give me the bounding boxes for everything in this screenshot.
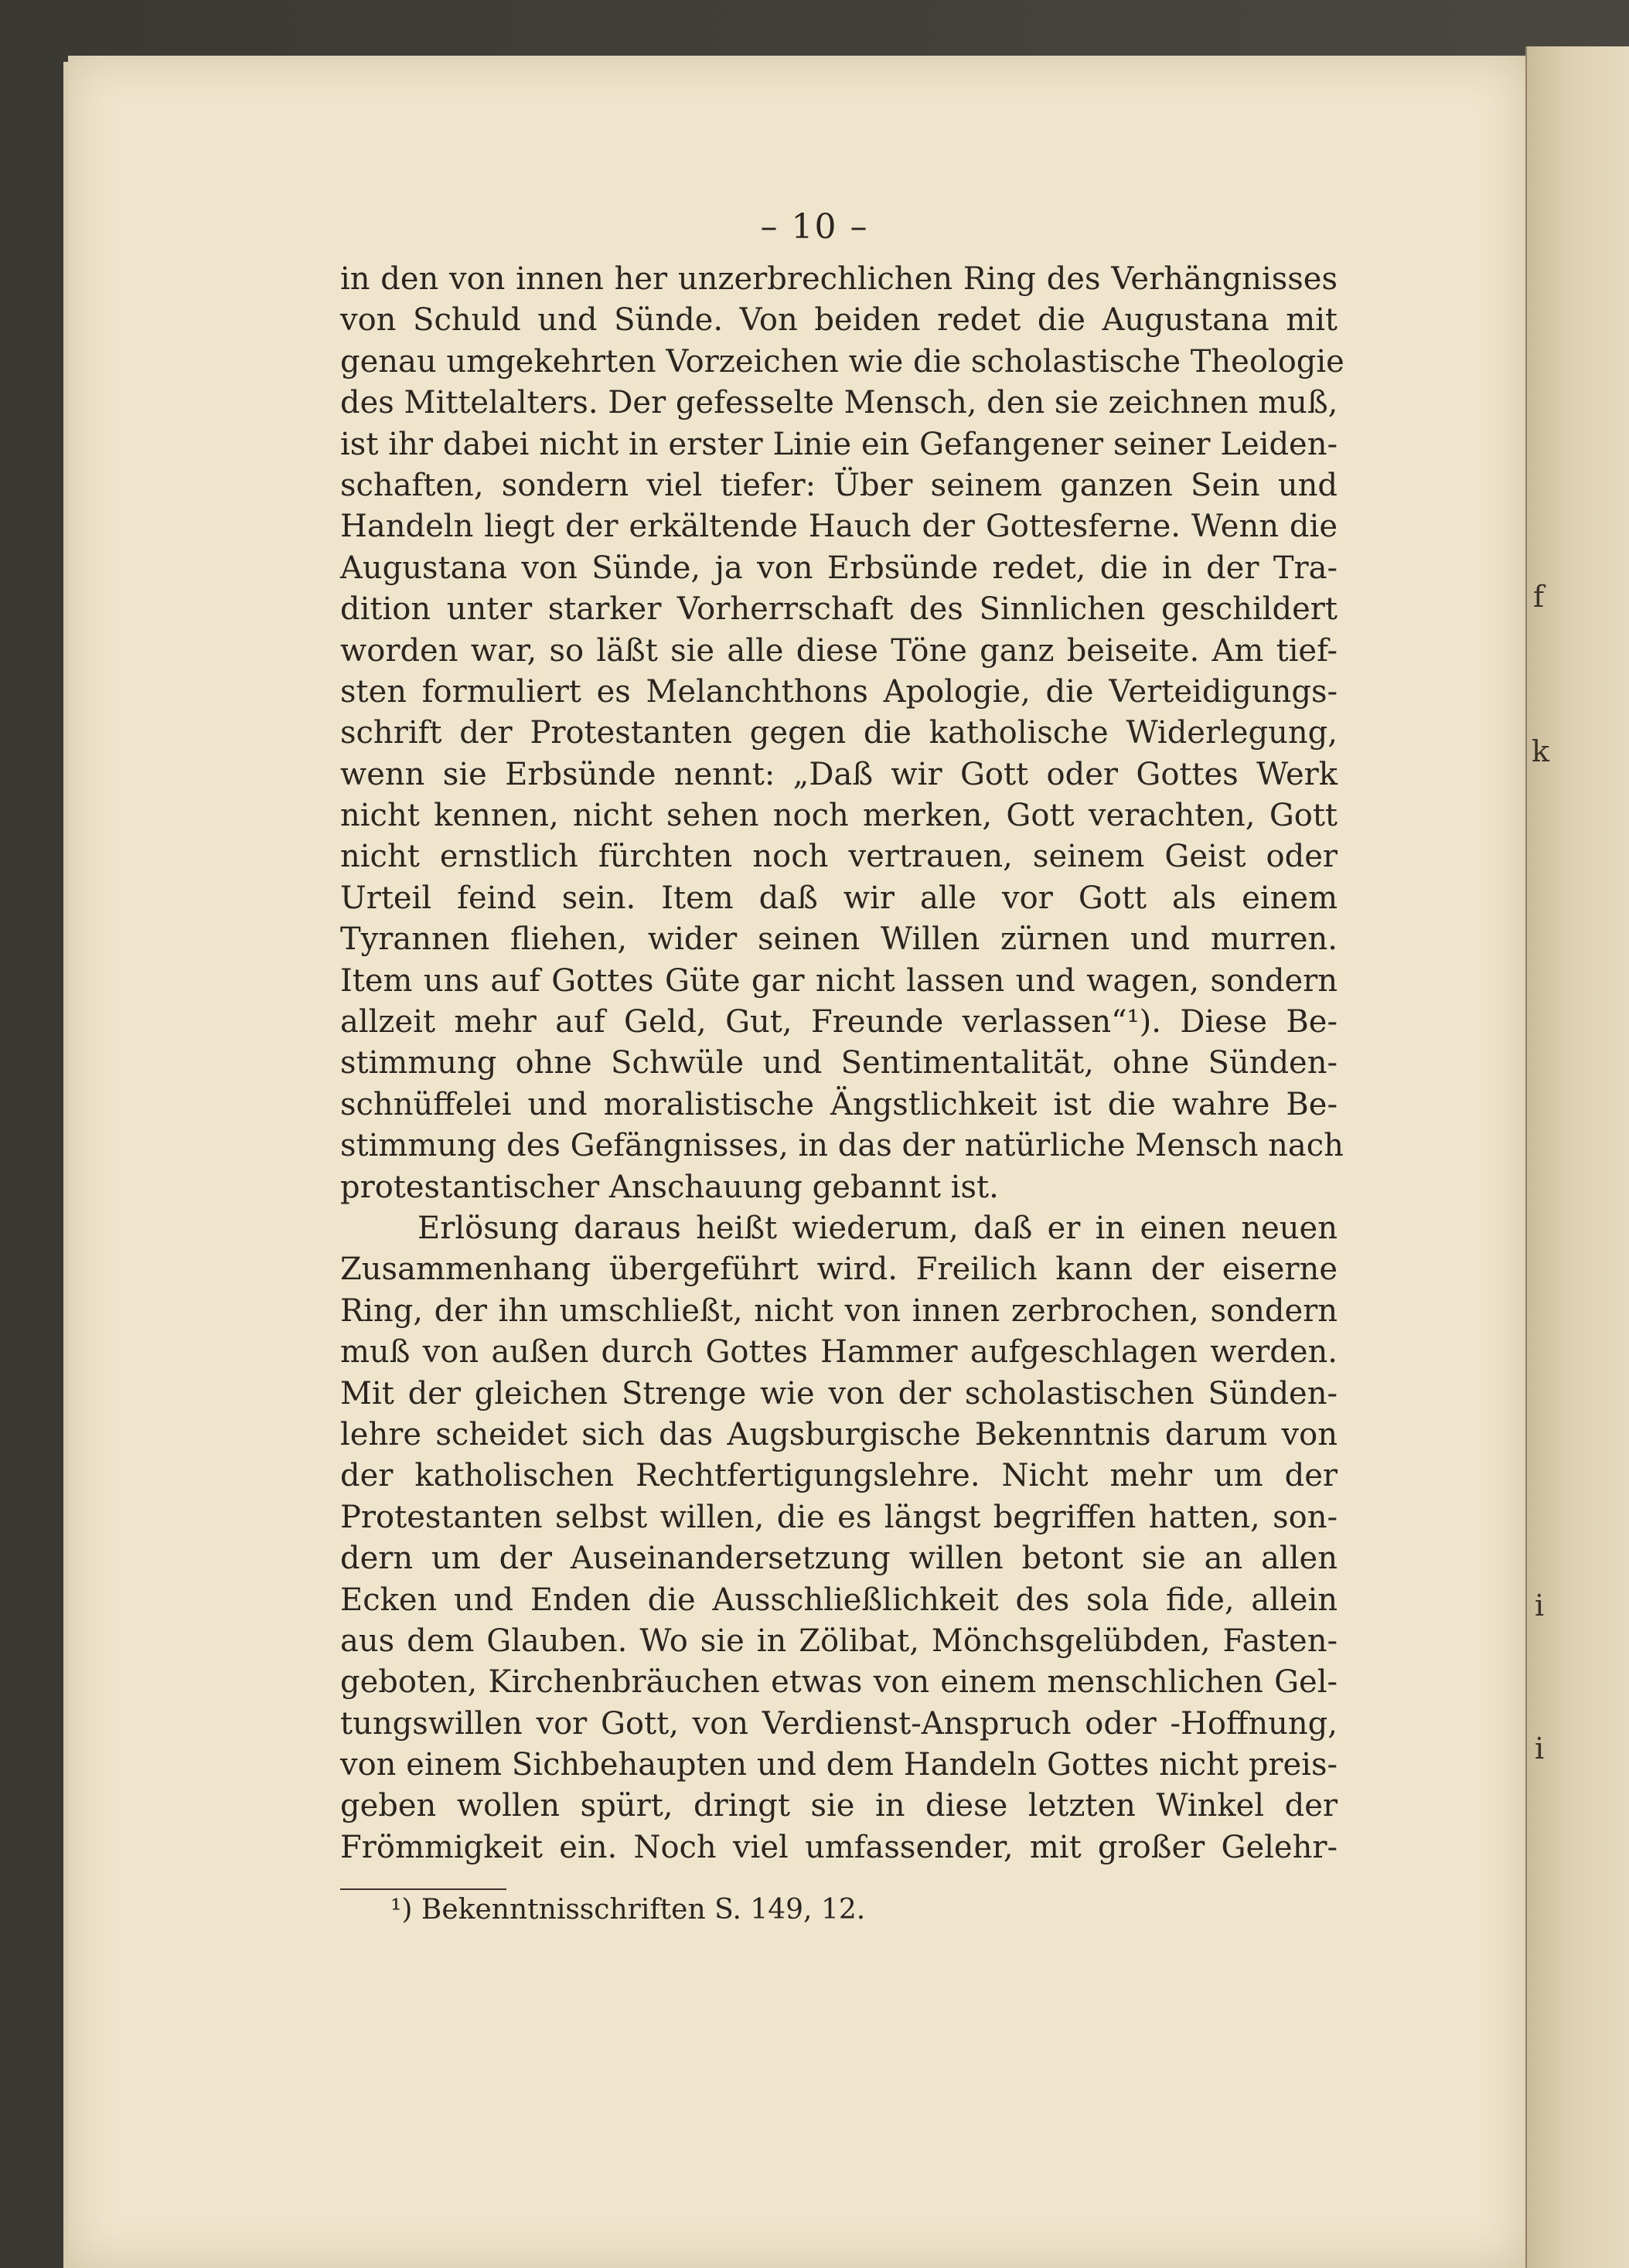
text-line: geben wollen spürt, dringt sie in diese letzten Winkel der (340, 1788, 1338, 1824)
text-line: in den von innen her unzerbrechlichen Ring des Verhängnisses (340, 261, 1338, 297)
text-line: Ring, der ihn umschließt, nicht von innen zerbrochen, sondern (340, 1292, 1338, 1329)
text-line: der katholischen Rechtfertigungslehre. Nicht mehr um der (340, 1458, 1338, 1494)
text-line: geboten, Kirchenbräuchen etwas von einem menschlichen Gel- (340, 1664, 1338, 1701)
text-line: Urteil feind sein. Item daß wir alle vor Gott als einem (340, 880, 1338, 916)
text-line: Tyrannen fliehen, wider seinen Willen zürnen und murren. (340, 921, 1338, 958)
body-text (340, 259, 1344, 1868)
text-line: Erlösung daraus heißt wiederum, daß er in einen neuen (417, 1210, 1338, 1246)
text-line: dition unter starker Vorherrschaft des Sinnlichen geschildert (340, 591, 1338, 628)
text-line: Ecken und Enden die Ausschließlichkeit des sola fide, allein (340, 1582, 1338, 1618)
next-page-edge (1525, 46, 1629, 2268)
text-line: Mit der gleichen Strenge wie von der scholastischen Sünden- (340, 1375, 1338, 1412)
next-page-mark: k (1532, 734, 1550, 768)
text-line: Zusammenhang übergeführt wird. Freilich kann der eiserne (340, 1251, 1338, 1288)
text-line: sten formuliert es Melanchthons Apologie, die Verteidigungs- (340, 673, 1338, 710)
text-line: von Schuld und Sünde. Von beiden redet die Augustana mit (340, 302, 1338, 339)
text-line: Handeln liegt der erkältende Hauch der Gottesferne. Wenn die (340, 509, 1338, 545)
text-line: schnüffelei und moralistische Ängstlichkeit ist die wahre Be- (340, 1086, 1338, 1122)
text-line: ist ihr dabei nicht in erster Linie ein Gefangener seiner Leiden- (340, 426, 1338, 462)
next-page-mark: i (1535, 1589, 1545, 1623)
text-line: stimmung ohne Schwüle und Sentimentalität, ohne Sünden- (340, 1045, 1338, 1081)
text-line: Item uns auf Gottes Güte gar nicht lassen und wagen, sondern (340, 962, 1338, 999)
text-line: schrift der Protestanten gegen die katholische Widerlegung, (340, 715, 1338, 751)
page-number: – 10 – (760, 207, 869, 247)
text-line: Augustana von Sünde, ja von Erbsünde redet, die in der Tra- (340, 550, 1338, 586)
text-line: protestantischer Anschauung gebannt ist. (340, 1169, 999, 1205)
text-line: lehre scheidet sich das Augsburgische Bekenntnis darum von (340, 1416, 1338, 1452)
text-line: muß von außen durch Gottes Hammer aufgeschlagen werden. (340, 1334, 1338, 1371)
text-line: schaften, sondern viel tiefer: Über seinem ganzen Sein und (340, 467, 1338, 503)
text-line: nicht kennen, nicht sehen noch merken, Gott verachten, Gott (340, 798, 1338, 834)
text-line: stimmung des Gefängnisses, in das der natürliche Mensch nach (340, 1128, 1344, 1164)
next-page-mark: i (1535, 1732, 1545, 1766)
text-line: dern um der Auseinandersetzung willen betont sie an allen (340, 1541, 1338, 1577)
text-line: tungswillen vor Gott, von Verdienst-Anspruch oder -Hoffnung, (340, 1705, 1338, 1742)
footnote-rule (340, 1888, 506, 1890)
footnote: ¹) Bekenntnisschriften S. 149, 12. (390, 1894, 866, 1926)
text-line: genau umgekehrten Vorzeichen wie die scholastische Theologie (340, 343, 1344, 380)
text-line: des Mittelalters. Der gefesselte Mensch, den sie zeichnen muß, (340, 385, 1338, 421)
text-line: Protestanten selbst willen, die es längst begriffen hatten, son- (340, 1499, 1338, 1535)
text-line: von einem Sichbehaupten und dem Handeln Gottes nicht preis- (340, 1747, 1338, 1783)
next-page-mark: f (1533, 580, 1545, 614)
text-line: allzeit mehr auf Geld, Gut, Freunde verlassen“¹). Diese Be- (340, 1004, 1338, 1040)
text-line: worden war, so läßt sie alle diese Töne ganz beiseite. Am tief- (340, 632, 1338, 669)
text-line: aus dem Glauben. Wo sie in Zölibat, Mönchsgelübden, Fasten- (340, 1623, 1338, 1659)
text-line: Frömmigkeit ein. Noch viel umfassender, mit großer Gelehr- (340, 1829, 1338, 1865)
text-line: wenn sie Erbsünde nennt: „Daß wir Gott oder Gottes Werk (340, 756, 1338, 792)
text-line: nicht ernstlich fürchten noch vertrauen, seinem Geist oder (340, 839, 1338, 875)
